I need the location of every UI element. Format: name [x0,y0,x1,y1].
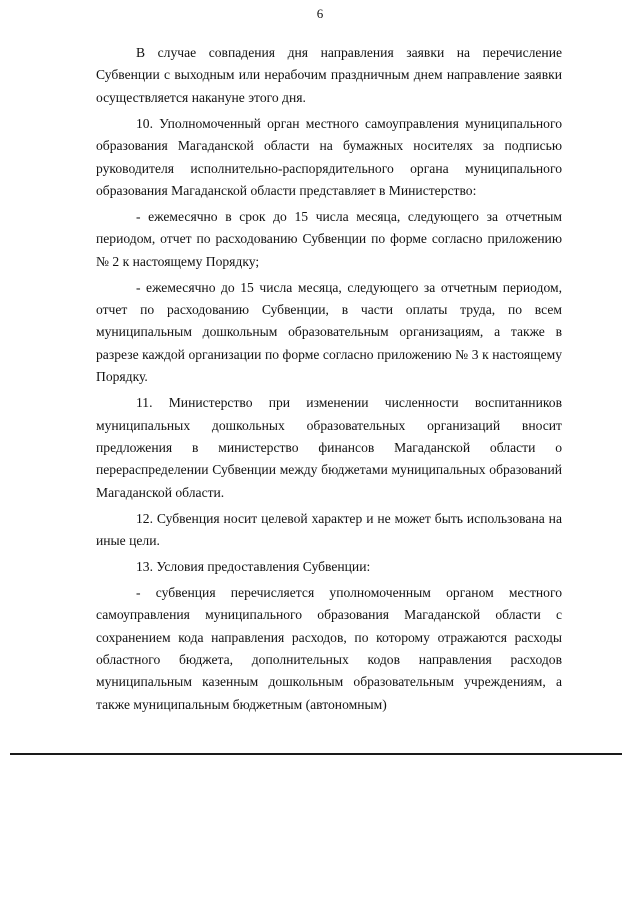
paragraph-monthly-salary-report: - ежемесячно до 15 числа месяца, следующего за отчетным периодом, отчет по расходованию Субвенции, в части оплаты труда, по всем муниципальным дошкольным образовательным организациям, а также в разрезе каждой организации по форме согласно приложению № 3 к настоящему Порядку. [96,279,562,385]
paragraph-monthly-report: - ежемесячно в срок до 15 числа месяца, следующего за отчетным периодом, отчет по расходованию Субвенции по форме согласно приложению № 2 к настоящему Порядку; [96,208,562,269]
paragraph-item-12: 12. Субвенция носит целевой характер и не может быть использована на иные цели. [96,510,562,549]
paragraph-holiday-rule: В случае совпадения дня направления заявки на перечисление Субвенции с выходным или нерабочим праздничным днем направление заявки осуществляется накануне этого дня. [96,45,562,105]
page-number: 6 [316,6,324,21]
paragraph-item-10: 10. Уполномоченный орган местного самоуправления муниципального образования Магаданской области на бумажных носителях за подписью руководителя исполнительно-распорядительного органа муниципального образования Магаданской области представляет в Министерство: [96,115,562,198]
paragraph-item-11: 11. Министерство при изменении численности воспитанников муниципальных дошкольных образовательных организаций вносит предложения в министерство финансов Магаданской области о перераспределении Субвенции между бюджетами муниципальных образований Магаданской области. [96,395,562,500]
bottom-divider-line [10,753,622,755]
paragraph-item-13: 13. Условия предоставления Субвенции: [136,558,371,574]
document-body [96,42,562,720]
paragraph-transfer-conditions: - субвенция перечисляется уполномоченным органом местного самоуправления муниципального образования Магаданской области с сохранением кода направления расходов, по которому отражаются расходы областного бюджета, дополнительных кодов направления расходов муниципальным казенным дошкольным образовательным учреждениям, а также муниципальным бюджетным (автономным) [96,584,562,712]
